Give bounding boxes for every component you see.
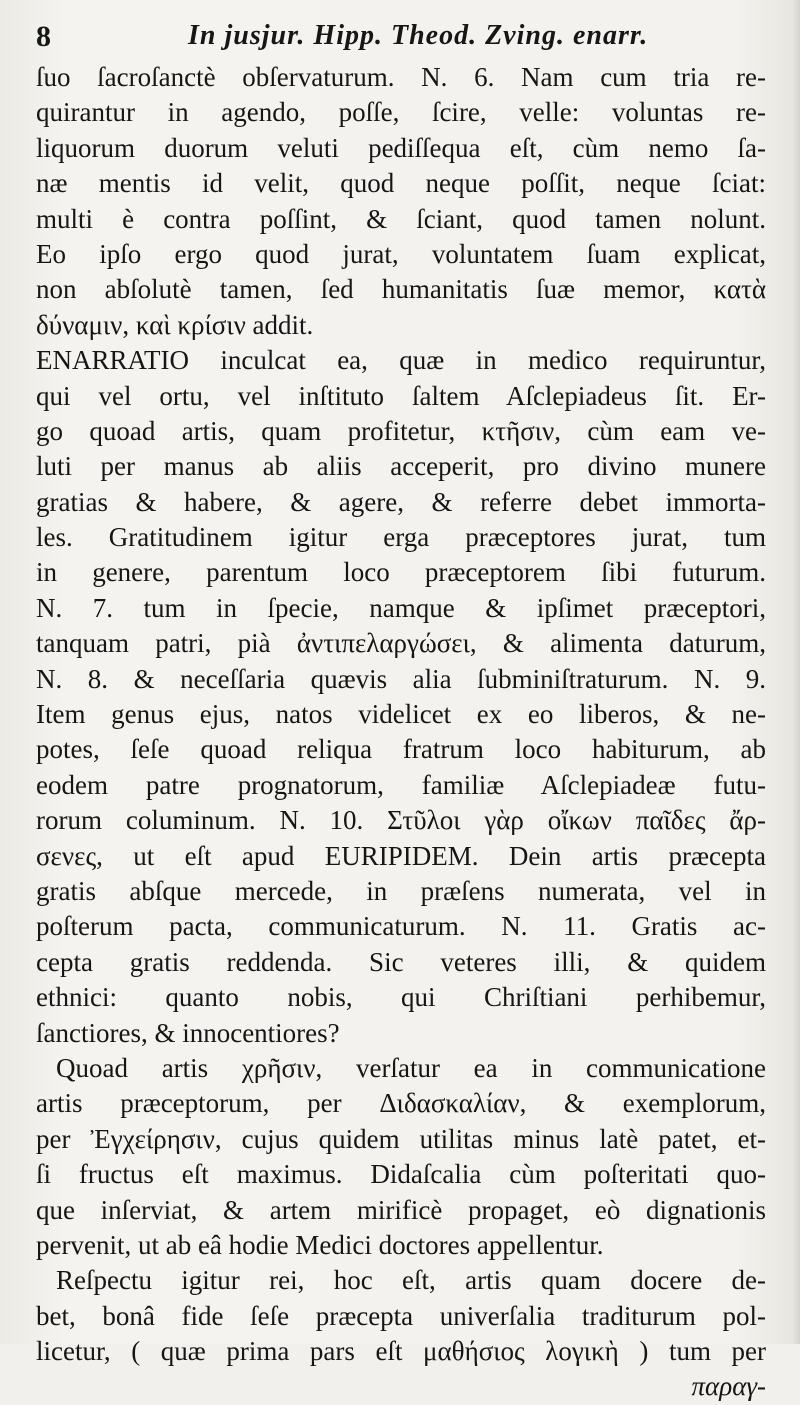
- text-line: bet, bonâ fide ſeſe præcepta univerſalia traditurum pol-: [36, 1300, 766, 1331]
- text-line: go quoad artis, quam profitetur, κτῆσιν, cùm eam ve-: [36, 415, 766, 446]
- text-line: næ mentis id velit, quod neque poſſit, neque ſciat:: [36, 168, 766, 199]
- text-line: qui vel ortu, vel inſtituto ſaltem Aſclepiadeus ſit. Er-: [36, 380, 766, 411]
- text-line: poſterum pacta, communicaturum. N. 11. Gratis ac-: [36, 911, 766, 942]
- text-line: Eo ipſo ergo quod jurat, voluntatem ſuam explicat,: [36, 238, 766, 269]
- text-line: per Ἐγχείρησιν, cujus quidem utilitas minus latè patet, et-: [36, 1123, 766, 1154]
- text-line: Quoad artis χρῆσιν, verſatur ea in communicatione: [56, 1052, 766, 1083]
- text-line: ethnici: quanto nobis, qui Chriſtiani perhibemur,: [36, 982, 766, 1013]
- text-line: liquorum duorum veluti pediſſequa eſt, cùm nemo ſa-: [36, 132, 766, 163]
- text-line: σενες, ut eſt apud EURIPIDEM. Dein artis præcepta: [36, 840, 766, 871]
- text-line: Item genus ejus, natos videlicet ex eo liberos, & ne-: [36, 699, 766, 730]
- text-line: licetur, ( quæ prima pars eſt μαθήσιος λογικὴ ) tum per: [36, 1336, 766, 1367]
- body-text: [36, 60, 766, 1405]
- text-line: gratis abſque mercede, in præſens numerata, vel in: [36, 875, 766, 906]
- text-line: ſuo ſacroſanctè obſervaturum. N. 6. Nam cum tria re-: [36, 62, 766, 92]
- text-line: que inſerviat, & artem mirificè propaget, eò dignationis: [36, 1194, 766, 1225]
- text-line: non abſolutè tamen, ſed humanitatis ſuæ memor, κατὰ: [36, 274, 766, 305]
- text-line: Reſpectu igitur rei, hoc eſt, artis quam docere de-: [56, 1265, 766, 1296]
- catchword: παραγ-: [691, 1371, 766, 1402]
- text-line: ſi fructus eſt maximus. Didaſcalia cùm poſteritati quo-: [36, 1159, 766, 1190]
- text-line: pervenit, ut ab eâ hodie Medici doctores appellentur.: [36, 1229, 604, 1260]
- page-number: 8: [36, 20, 51, 53]
- text-line: luti per manus ab aliis acceperit, pro divino munere: [36, 451, 766, 482]
- running-head: [36, 18, 776, 58]
- text-line: N. 7. tum in ſpecie, namque & ipſimet præceptori,: [36, 592, 766, 623]
- text-line: gratias & habere, & agere, & referre debet immorta-: [36, 486, 766, 517]
- text-line: δύναμιν, καὶ κρίσιν addit.: [36, 309, 314, 340]
- running-head-title: In jusjur. Hipp. Theod. Zving. enarr.: [188, 20, 649, 51]
- text-line: potes, ſeſe quoad reliqua fratrum loco habiturum, ab: [36, 734, 766, 765]
- text-line: les. Gratitudinem igitur erga præceptores jurat, tum: [36, 522, 766, 553]
- text-line: artis præceptorum, per Διδασκαλίαν, & exemplorum,: [36, 1088, 766, 1119]
- page-edge-shadow: [792, 0, 800, 1344]
- text-line: tanquam patri, pià ἀντιπελαργώσει, & alimenta daturum,: [36, 628, 766, 659]
- text-line: multi è contra poſſint, & ſciant, quod tamen nolunt.: [36, 203, 766, 234]
- text-line: in genere, parentum loco præceptorem ſibi futurum.: [36, 557, 766, 588]
- text-line: N. 8. & neceſſaria quævis alia ſubminiſtraturum. N. 9.: [36, 663, 766, 694]
- text-line: eodem patre prognatorum, familiæ Aſclepiadeæ futu-: [36, 769, 766, 800]
- text-line: ſanctiores, & innocentiores?: [36, 1017, 340, 1048]
- text-line: quirantur in agendo, poſſe, ſcire, velle: voluntas re-: [36, 97, 766, 128]
- text-line: ENARRATIO inculcat ea, quæ in medico requiruntur,: [36, 345, 766, 376]
- text-line: rorum columinum. N. 10. Στῦλοι γὰρ οἴκων παῖδες ἄρ-: [36, 805, 766, 836]
- text-line: cepta gratis reddenda. Sic veteres illi, & quidem: [36, 946, 766, 977]
